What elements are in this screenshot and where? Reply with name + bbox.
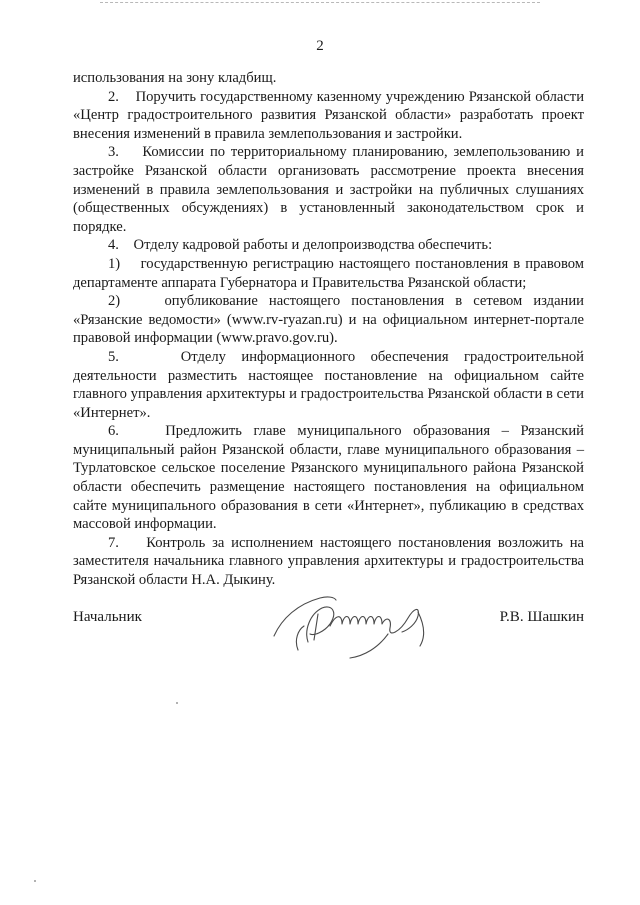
paragraph-item-6: 6. Предложить главе муниципального образования – Рязанский муниципальный район Рязанской области, главе муниципального образования – Турлатовское сельское поселение Рязанского муниципального района Рязанской области обеспечить размещение настоящего постановления на официальном сайте муниципального образования в сети «Интернет», публикацию в средствах массовой информации. [73,423,584,533]
paragraph-item-7: 7. Контроль за исполнением настоящего постановления возложить на заместителя начальника главного управления архитектуры и градостроительства Рязанской области Н.А. Дыкину. [73,534,584,589]
signature-icon [268,584,448,664]
signatory-name: Р.В. Шашкин [499,609,584,625]
paragraph-item-3: 3. Комиссии по территориальному планированию, землепользованию и застройке Рязанской области организовать рассмотрение проекта внесения изменений в правила землепользования и застройки на публичных слушаниях (общественных обсуждениях) в установленный законодательством срок и порядке. [73,144,584,235]
page-top-edge-line [100,2,540,3]
paragraph-item-5: 5. Отделу информационного обеспечения градостроительной деятельности разместить настоящее постановление на официальном сайте главного управления архитектуры и градостроительства Рязанской области в сети «Интернет». [73,348,584,421]
signatory-title: Начальник [73,609,142,625]
paragraph-subitem-1: 1) государственную регистрацию настоящего постановления в правовом департаменте аппарата Губернатора и Правительства Рязанской области; [73,255,584,291]
handwritten-signature [268,584,448,669]
paragraph-item-4: 4. Отделу кадровой работы и делопроизводства обеспечить: [108,237,493,254]
scan-speck [34,880,36,882]
document-body [73,69,584,590]
paragraph-item-2: 2. Поручить государственному казенному учреждению Рязанской области «Центр градостроительного развития Рязанской области» разработать проект внесения изменений в правила землепользования и застройки. [73,88,584,142]
paragraph-subitem-2: 2) опубликование настоящего постановления в сетевом издании «Рязанские ведомости» (www.rv-ryazan.ru) и на официальном интернет-портале правовой информации (www.pravo.gov.ru). [73,293,584,347]
scan-speck [176,702,178,704]
paragraph-continuation: использования на зону кладбищ. [73,70,277,86]
page-number: 2 [316,38,324,54]
